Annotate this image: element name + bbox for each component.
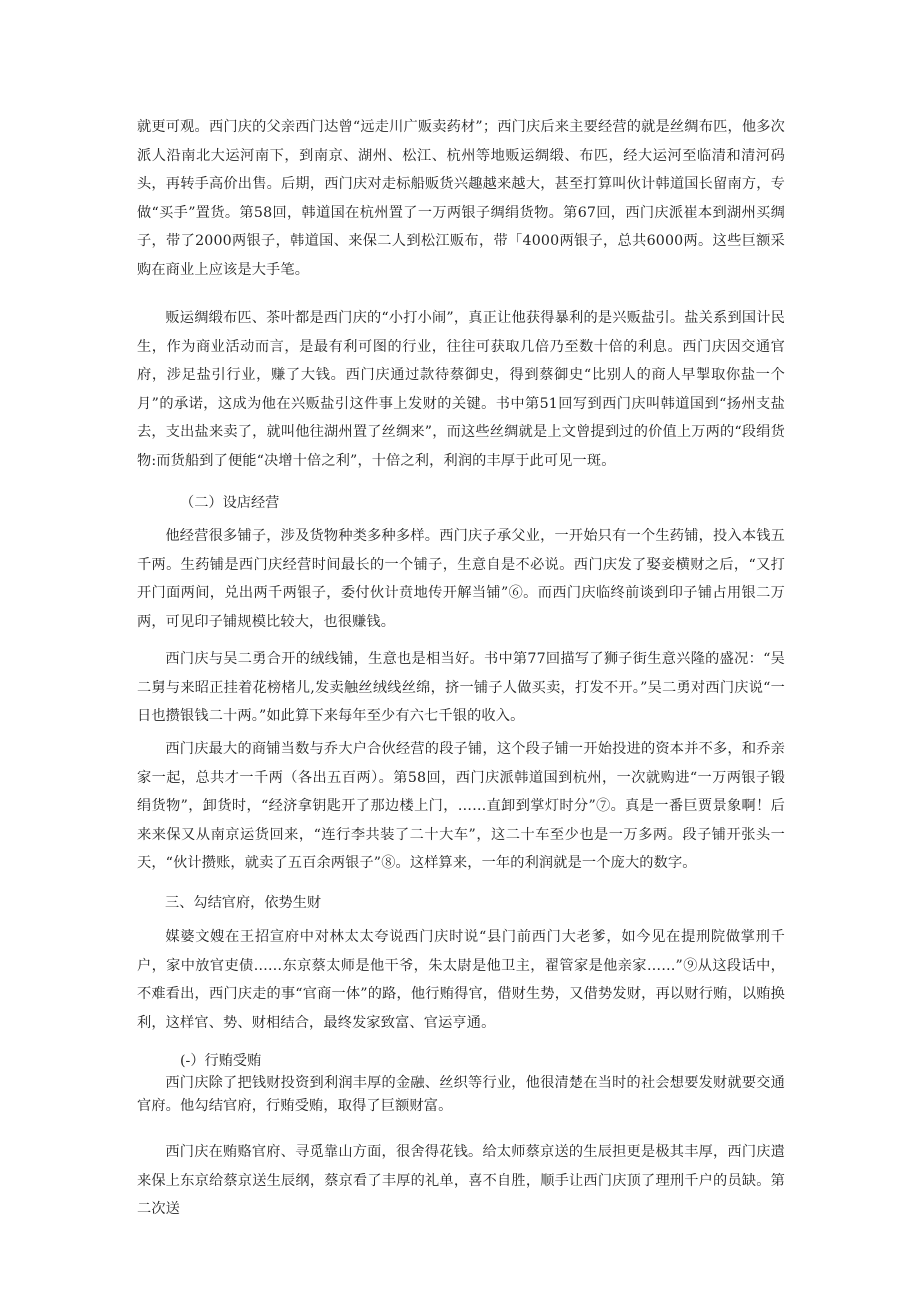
paragraph-matchmaker: 媒婆文嫂在王招宣府中对林太太夸说西门庆时说“县门前西门大老爹，如今见在提刑院做掌刑千户，家中放官吏债……东京蔡太师是他干爷，朱太尉是他卫主，翟管家是他亲家……”⑨从这段话中，不难看出，西门庆走的事“官商一体”的路，他行贿得官，借财生势，又借势发财，再以财行贿，以贿换利，这样官、势、财相结合，最终发家致富、官运亨通。	[137, 929, 785, 1031]
paragraph-medicine-shop: 他经营很多铺子，涉及货物种类多种多样。西门庆子承父业，一开始只有一个生药铺，投入本钱五千两。生药铺是西门庆经营时间最长的一个铺子，生意自是不必说。西门庆发了娶妾横财之后，“又打开门面两间，兑出两千两银子，委付伙计贲地传开解当铺”⑥。而西门庆临终前谈到印子铺占用银二万两，可见印子铺规模比较大，也很赚钱。	[137, 528, 785, 630]
paragraph-bribing-officials: 西门庆在贿赂官府、寻觅靠山方面，很舍得花钱。给太师蔡京送的生辰担更是极其丰厚，西门庆遣来保上东京给蔡京送生辰纲，蔡京看了丰厚的礼单，喜不自胜，顺手让西门庆顶了理刑千户的员缺。第二次送	[137, 1144, 785, 1218]
paragraph-silk-trade: 就更可观。西门庆的父亲西门达曾“远走川广贩卖药材”；西门庆后来主要经营的就是丝绸布匹，他多次派人沿南北大运河南下，到南京、湖州、松江、杭州等地贩运绸缎、布匹，经大运河至临清和清河码头，再转手高价出售。后期，西门庆对走标船贩货兴趣越来越大，甚至打算叫伙计韩道国长留南方，专做“买手”置货。第58回，韩道国在杭州置了一万两银子绸绢货物。第67回，西门庆派崔本到湖州买绸子，带了2000两银子，韩道国、来保二人到松江贩布，带「4000两银子，总共6000两。这些巨额采购在商业上应该是大手笔。	[137, 119, 785, 278]
heading-bribery: (-）行贿受贿	[180, 1053, 262, 1069]
paragraph-salt-trade: 贩运绸缎布匹、茶叶都是西门庆的“小打小闹”，真正让他获得暴利的是兴贩盐引。盐关系到国计民生，作为商业活动而言，是最有利可图的行业，往往可获取几倍乃至数十倍的利息。西门庆因交通官府，涉足盐引行业，赚了大钱。西门庆通过款待蔡御史，得到蔡御史“比别人的商人早掣取你盐一个月”的承诺，这成为他在兴贩盐引这件事上发财的关键。书中第51回写到西门庆叫韩道国到“扬州支盐去，支出盐来卖了，就叫他往湖州置了丝绸来”，而这些丝绸就是上文曾提到过的价值上万两的“段绢货物:而货船到了便能“决增十倍之利”，十倍之利，利润的丰厚于此可见一斑。	[137, 310, 785, 469]
paragraph-thread-shop: 西门庆与吴二勇合开的绒线铺，生意也是相当好。书中第77回描写了狮子街生意兴隆的盛况：“吴二舅与来昭正挂着花榜楮儿,发卖触丝绒线丝绵，挤一铺子人做买卖，打发不开。”吴二勇对西门庆说“一日也攒银钱二十两。”如此算下来每年至少有六七千银的收入。	[137, 651, 785, 725]
paragraph-silk-shop: 西门庆最大的商铺当数与乔大户合伙经营的段子铺，这个段子铺一开始投进的资本并不多，和乔亲家一起，总共才一千两（各出五百两）。第58回，西门庆派韩道国到杭州，一次就购进“一万两银子锻绢货物”，卸货时，“经济拿钥匙开了那边楼上门，……直卸到掌灯时分”⑦。真是一番巨贾景象啊！后来来保又从南京运货回来，“连行李共装了二十大车”，这二十车至少也是一万多两。段子铺开张头一天，“伙计攒账，就卖了五百余两银子”⑧。这样算来，一年的利润就是一个庞大的数字。	[137, 741, 785, 872]
heading-section-three: 三、勾结官府，依势生财	[165, 895, 322, 911]
heading-shop-operation: （二）设店经营	[180, 495, 280, 511]
paragraph-collusion: 西门庆除了把钱财投资到利润丰厚的金融、丝织等行业，他很清楚在当时的社会想要发财就要交通官府。他勾结官府，行贿受贿，取得了巨额财富。	[137, 1075, 785, 1114]
